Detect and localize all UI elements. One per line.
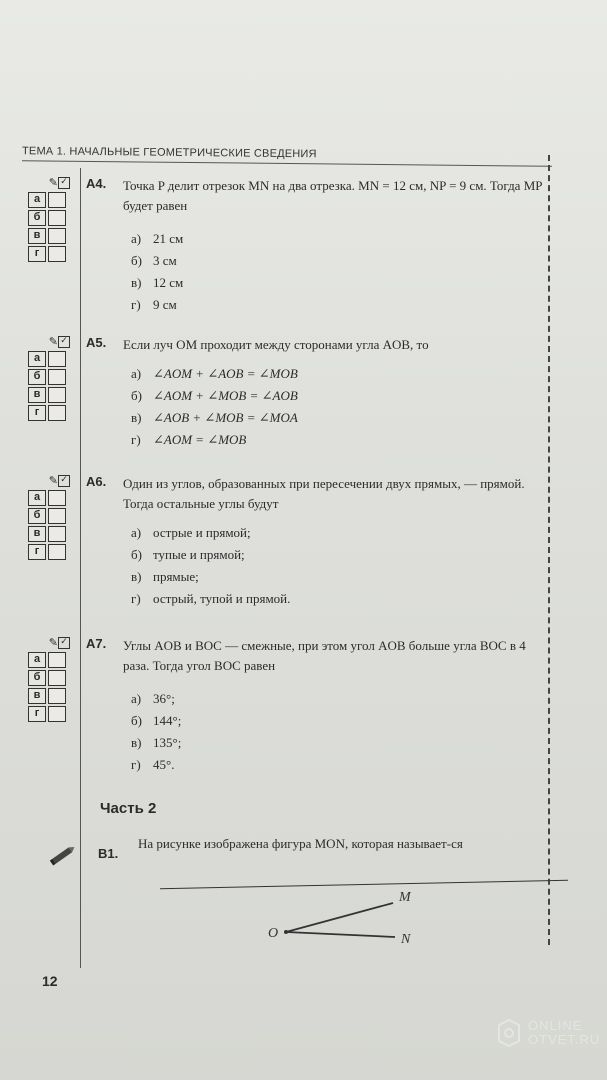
answer-row-a — [28, 652, 74, 668]
answer-checkbox[interactable] — [48, 387, 66, 403]
answer-row-a — [28, 351, 74, 367]
option-text: острые и прямой; — [153, 525, 251, 540]
answer-letter: в — [28, 526, 46, 542]
answer-letter: б — [28, 670, 46, 686]
angle-figure — [260, 885, 420, 950]
answer-letter: г — [28, 405, 46, 421]
answer-checkbox[interactable] — [48, 192, 66, 208]
answer-letter: в — [28, 228, 46, 244]
option-label: г) — [131, 757, 141, 772]
answer-checkbox[interactable] — [48, 405, 66, 421]
margin-rule — [80, 168, 81, 968]
answer-letter: а — [28, 351, 46, 367]
answer-letter: г — [28, 706, 46, 722]
answer-checkbox[interactable] — [48, 351, 66, 367]
option-text: ∠AOM + ∠AOB = ∠MOB — [153, 366, 298, 381]
option-text: 135°; — [153, 735, 182, 750]
option-label: б) — [131, 253, 142, 268]
answer-checkbox[interactable] — [48, 688, 66, 704]
answer-checkbox[interactable] — [48, 670, 66, 686]
label-n: N — [401, 932, 411, 945]
answer-row-g — [28, 544, 74, 560]
option-label: б) — [131, 388, 142, 403]
option — [131, 294, 183, 316]
option-text: ∠AOM = ∠MOB — [153, 432, 247, 447]
answer-letter: б — [28, 508, 46, 524]
answer-checkbox[interactable] — [48, 369, 66, 385]
watermark-line2: OTVET.RU — [528, 1032, 601, 1047]
answer-header — [28, 335, 74, 349]
option-label: а) — [131, 525, 142, 540]
pencil-mini-icon: ✎ — [48, 474, 58, 487]
option — [131, 522, 290, 544]
pencil-mini-icon: ✎ — [48, 335, 58, 348]
option-list — [131, 522, 290, 610]
option-label: а) — [131, 691, 142, 706]
question-text: Углы AOB и BOC — смежные, при этом угол AOB больше угла BOC в 4 раза. Тогда угол BOC равен — [123, 638, 526, 673]
option-label: а) — [131, 231, 142, 246]
option-text: прямые; — [153, 569, 199, 584]
answer-row-g — [28, 246, 74, 262]
check-icon: ✓ — [58, 637, 70, 649]
answer-checkbox[interactable] — [48, 210, 66, 226]
answer-letter: в — [28, 688, 46, 704]
option-text: 9 см — [153, 297, 177, 312]
option-list — [131, 228, 183, 316]
option-text: ∠AOB + ∠MOB = ∠MOA — [153, 410, 298, 425]
answer-header — [28, 474, 74, 488]
question-number: В1. — [98, 846, 119, 861]
answer-letter: г — [28, 544, 46, 560]
option-label: г) — [131, 591, 141, 606]
answer-checkbox[interactable] — [48, 490, 66, 506]
answer-row-g — [28, 405, 74, 421]
option — [131, 566, 290, 588]
option — [131, 228, 183, 250]
answer-letter: а — [28, 192, 46, 208]
question-text: Один из углов, образованных при пересечении двух прямых, — прямой. Тогда остальные углы будут — [123, 476, 525, 511]
question-text: Точка P делит отрезок MN на два отрезка. MN = 12 см, NP = 9 см. Тогда MP будет равен — [123, 178, 543, 213]
pencil-icon — [48, 842, 78, 873]
question-number: А4. — [86, 176, 107, 191]
answer-letter: б — [28, 210, 46, 226]
answer-row-v — [28, 387, 74, 403]
answer-letter: в — [28, 387, 46, 403]
check-icon: ✓ — [58, 475, 70, 487]
option — [131, 363, 298, 385]
option-text: 21 см — [153, 231, 184, 246]
answer-checkbox[interactable] — [48, 652, 66, 668]
option — [131, 407, 298, 429]
option — [131, 544, 290, 566]
answer-checkbox[interactable] — [48, 526, 66, 542]
option-text: 45°. — [153, 757, 175, 772]
watermark-logo-icon — [496, 1018, 522, 1048]
answer-checkbox[interactable] — [48, 706, 66, 722]
answer-row-a — [28, 192, 74, 208]
option-label: г) — [131, 432, 141, 447]
option — [131, 754, 181, 776]
option-label: в) — [131, 410, 142, 425]
question-text: Если луч OM проходит между сторонами угла AOB, то — [123, 337, 429, 352]
option-text: 3 см — [153, 253, 177, 268]
answer-letter: а — [28, 490, 46, 506]
watermark — [496, 1018, 600, 1048]
answer-checkbox[interactable] — [48, 246, 66, 262]
label-m: M — [399, 890, 411, 905]
option-list — [131, 363, 298, 451]
answer-row-a — [28, 490, 74, 506]
question-number: А5. — [86, 335, 107, 350]
answer-boxes — [28, 335, 74, 421]
answer-boxes — [28, 474, 74, 560]
label-o: O — [268, 926, 279, 941]
answer-row-v — [28, 526, 74, 542]
answer-letter: г — [28, 246, 46, 262]
section-title: Часть 2 — [100, 800, 157, 817]
answer-checkbox[interactable] — [48, 228, 66, 244]
vertex-point — [284, 930, 288, 934]
answer-header — [28, 636, 74, 650]
option — [131, 732, 181, 754]
option — [131, 688, 181, 710]
option-text: острый, тупой и прямой. — [153, 591, 291, 606]
pencil-mini-icon: ✎ — [48, 636, 58, 649]
pencil-mini-icon: ✎ — [48, 176, 58, 189]
option — [131, 588, 290, 610]
option — [131, 710, 181, 732]
question-number: А6. — [86, 474, 107, 489]
watermark-line1: ONLINE — [528, 1018, 583, 1033]
check-icon: ✓ — [58, 336, 70, 348]
option-label: а) — [131, 366, 142, 381]
answer-row-g — [28, 706, 74, 722]
option-label: б) — [131, 713, 142, 728]
answer-letter: а — [28, 652, 46, 668]
option — [131, 385, 298, 407]
option-label: в) — [131, 569, 142, 584]
option-text: 36°; — [153, 691, 175, 706]
ray-on — [286, 932, 395, 937]
option-label: в) — [131, 735, 142, 750]
page-number: 12 — [42, 973, 58, 989]
answer-letter: б — [28, 369, 46, 385]
option-list — [131, 688, 181, 776]
answer-header — [28, 176, 74, 190]
option — [131, 429, 298, 451]
ray-om — [286, 903, 393, 932]
answer-row-b — [28, 508, 74, 524]
answer-row-v — [28, 688, 74, 704]
answer-row-b — [28, 670, 74, 686]
option-label: г) — [131, 297, 141, 312]
answer-checkbox[interactable] — [48, 508, 66, 524]
option-text: ∠AOM + ∠MOB = ∠AOB — [153, 388, 298, 403]
option-label: в) — [131, 275, 142, 290]
answer-boxes — [28, 176, 74, 262]
answer-row-v — [28, 228, 74, 244]
topic-header: ТЕМА 1. НАЧАЛЬНЫЕ ГЕОМЕТРИЧЕСКИЕ СВЕДЕНИЯ — [21, 145, 317, 161]
cut-line — [548, 155, 550, 945]
option-text: 144°; — [153, 713, 182, 728]
answer-row-b — [28, 210, 74, 226]
question-text: На рисунке изображена фигура MON, которая называет-ся — [138, 836, 463, 851]
answer-row-b — [28, 369, 74, 385]
option — [131, 250, 183, 272]
check-icon: ✓ — [58, 177, 70, 189]
option-text: тупые и прямой; — [153, 547, 245, 562]
option-text: 12 см — [153, 275, 184, 290]
answer-checkbox[interactable] — [48, 544, 66, 560]
option-label: б) — [131, 547, 142, 562]
question-number: А7. — [86, 636, 107, 651]
answer-boxes — [28, 636, 74, 722]
option — [131, 272, 183, 294]
